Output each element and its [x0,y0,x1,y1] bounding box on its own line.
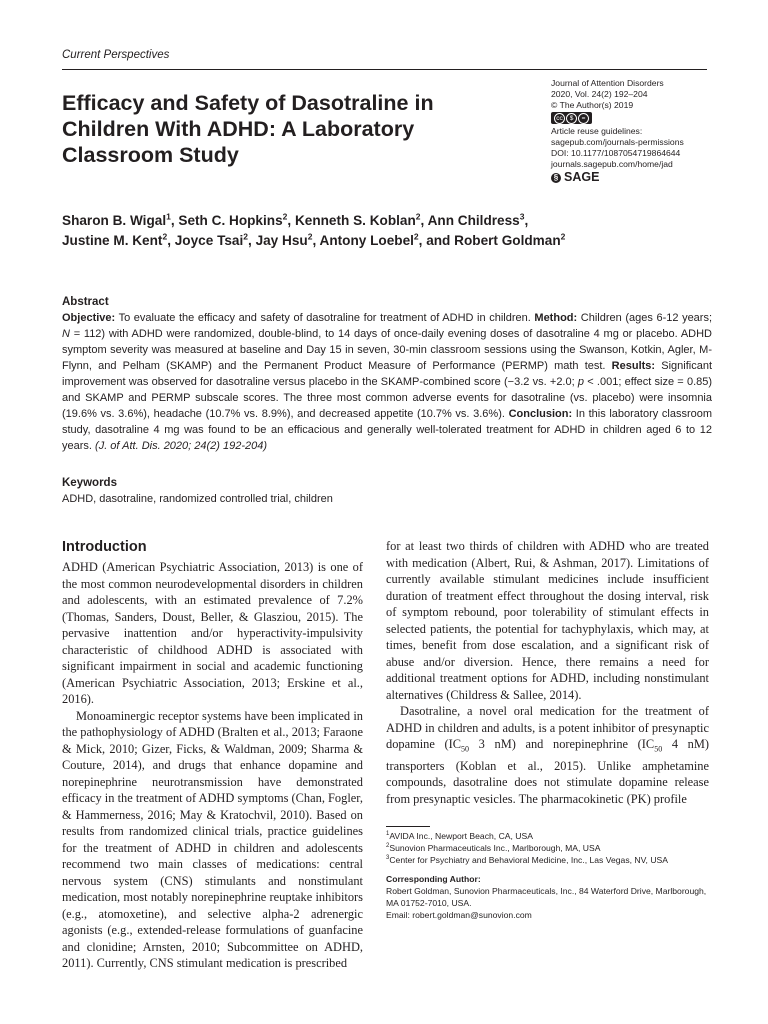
corresponding-author-address: Robert Goldman, Sunovion Pharmaceuticals, Inc., 84 Waterford Drive, Marlborough, MA 01752-7010, USA. [386,885,707,909]
results-text-cont: < .001; effect size = 0.85) and SKAMP and PERMP subscale scores. The three most common adverse events for dasotraline (vs. placebo) were insomnia (19.6% vs. 3.6%), headache (10.7% vs. 8.9%), and decreased appetite (10.7% vs. 3.6%). [62,376,713,420]
body-column-left [62,538,363,972]
author-name: Justine M. Kent [62,233,163,248]
cc-badge-text: cc [554,113,565,124]
body-paragraph: Monoaminergic receptor systems have been implicated in the pathophysiology of ADHD (Bralten et al., 2013; Faraone & Mick, 2010; Gizer, Ficks, & Waldman, 2009; Sharma & Couture, 2014), and drugs that enhance dopamine and norepinephrine neurotransmission have demonstrated efficacy in the treatment of ADHD symptoms (Chan, Fogler, & Hammerness, 2016; May & Kratochvil, 2010). Based on results from randomized clinical trials, practice guidelines for the treatment of ADHD in children and adolescents recommend two main classes of medications: central nervous system (CNS) stimulants and nonstimulant medication, most notably norepinephrine reuptake inhibitors (e.g., atomoxetine), and selective alpha-2 adrenergic agonists (e.g., extended-release formulations of guanfacine and clonidine; Arnsten, 2010; Subcommittee on ADHD, 2011). Currently, CNS stimulant medication is prescribed [62,708,363,970]
method-label: Method: [534,312,578,324]
doi[interactable]: DOI: 10.1177/1087054719864644 [551,148,681,158]
affiliation-number: 2 [386,843,390,850]
affiliation-text: AVIDA Inc., Newport Beach, CA, USA [389,831,533,841]
body-text: 4 nM) transporters (Koblan et al., 2015). Unlike amphetamine compounds, dasotraline does not stimulate dopamine release from presynaptic vesicles. The pharmacokinetic (PK) profile [386,737,710,806]
publisher-logo [551,172,711,183]
affiliation-number: 1 [386,831,390,838]
keywords [62,475,712,507]
objective-text: To evaluate the efficacy and safety of dasotraline for treatment of ADHD in children. [118,312,531,324]
affiliation-marker: 3 [519,211,525,222]
objective-label: Objective: [62,312,116,324]
abstract-citation: (J. of Att. Dis. 2020; 24(2) 192-204) [95,440,268,452]
footnote-divider [386,826,430,827]
ic50-subscript: 50 [461,744,470,754]
author-list [62,211,662,251]
corresponding-author-heading: Corresponding Author: [386,873,481,884]
journal-name: Journal of Attention Disorders [551,78,664,88]
reuse-label: Article reuse guidelines: [551,126,643,136]
body-paragraph [386,703,709,807]
author-separator: , [167,233,175,248]
affiliation-list [386,830,709,867]
ic50-subscript: 50 [654,744,663,754]
author-name: Sharon B. Wigal [62,213,167,228]
affiliation-footnote [386,842,709,854]
abstract-heading: Abstract [62,296,109,308]
copyright: © The Author(s) 2019 [551,100,634,110]
article-title: Efficacy and Safety of Dasotraline in Children With ADHD: A Laboratory Classroom Study [62,91,434,167]
header-divider [62,69,707,70]
affiliation-marker: 2 [282,211,288,222]
abstract-body [62,310,712,454]
author-separator: , [287,213,295,228]
affiliation-marker: 2 [243,231,248,242]
affiliation-marker: 2 [162,231,168,242]
affiliation-marker: 2 [413,231,419,242]
body-paragraph: ADHD (American Psychiatric Association, 2013) is one of the most common neurodevelopmental disorders in children and adolescents, with an estimated prevalence of 7.2% (Thomas, Sanders, Doust, Beller, & Glasziou, 2015). The pervasive inattention and/or hyperactivity-impulsivity characteristic of childhood ADHD is associated with significant impairment in social and academic functioning (American Psychiatric Association, 2013; Erskine et al., 2016). [62,560,363,706]
affiliation-marker: 2 [415,211,421,222]
sample-size-symbol: N [62,328,70,340]
journal-volume: 2020, Vol. 24(2) 192–204 [551,89,648,99]
method-text: Children (ages 6-12 years; [580,312,713,324]
keywords-text: ADHD, dasotraline, randomized controlled trial, children [62,493,333,505]
conclusion-label: Conclusion: [508,408,573,420]
body-text: 3 nM) and norepinephrine (IC [469,737,655,751]
body-text: Dasotraline, a novel oral medication for the treatment of ADHD in children and adults, is a potent inhibitor of presynaptic dopamine (IC [386,704,709,751]
journal-meta [551,78,711,183]
author-name: Kenneth S. Koblan [294,213,416,228]
author-separator: , [170,213,179,228]
author-name: Joyce Tsai [174,233,244,248]
journal-url[interactable]: journals.sagepub.com/home/jad [551,159,673,169]
nd-icon: = [578,113,589,124]
author-name: Seth C. Hopkins [178,213,283,228]
author-separator: , and [418,233,455,248]
method-text-cont: = 112) with ADHD were randomized, double-blind, to 14 days of once-daily evening doses of dasotraline 4 mg or placebo. ADHD symptom severity was measured at baseline and Day 15 in seven, 30-min classroom sessions using the Swanson, Kotkin, Agler, M-Flynn, and Pelham (SKAMP) and the Permanent Product Measure of Performance (PERMP) math test. [62,328,712,372]
keywords-heading: Keywords [62,477,117,489]
reuse-link[interactable]: sagepub.com/journals-permissions [551,137,684,147]
author-separator: , [248,233,256,248]
affiliation-number: 3 [386,855,390,862]
author-name: Antony Loebel [319,233,414,248]
sage-icon: § [551,173,561,183]
p-value-symbol: p [577,376,585,388]
author-separator: , [524,213,529,228]
body-paragraph: for at least two thirds of children with ADHD who are treated with medication (Albert, Rui, & Ashman, 2017). Limitations of currently available stimulant medicines include insufficient duration of treatment effect throughout the dosing interval, risk of symptom rebound, poor tolerability of stimulant effects in selected patients, the potential for tachyphylaxis, which may, at times, benefit from dose escalation, and a significant risk of abuse and/or diversion. Hence, there remains a need for additional treatment options for ADHD, including nonstimulant alternatives (Childress & Sallee, 2014). [386,539,709,702]
conclusion-text: In this laboratory classroom study, dasotraline 4 mg was found to be an efficacious and generally well-tolerated treatment for ADHD in children aged 6 to 12 years. [62,408,713,452]
affiliation-footnote [386,854,709,866]
footnotes [386,826,709,921]
author-separator: , [312,233,320,248]
body-column-right [386,538,709,807]
author-name: Ann Childress [427,213,520,228]
affiliation-text: Sunovion Pharmaceuticals Inc., Marlborough, MA, USA [389,843,601,854]
affiliation-marker: 1 [166,211,171,222]
section-label: Current Perspectives [62,49,170,61]
results-label: Results: [611,360,656,372]
affiliation-footnote [386,830,709,842]
by-nc-icon: $ [566,113,577,124]
creative-commons-icon[interactable] [551,112,592,124]
abstract [62,294,712,454]
affiliation-marker: 2 [560,231,566,242]
affiliation-text: Center for Psychiatry and Behavioral Medicine, Inc., Las Vegas, NV, USA [389,855,668,866]
affiliation-marker: 2 [307,231,313,242]
introduction-heading: Introduction [62,539,147,555]
author-name: Robert Goldman [454,233,561,248]
corresponding-author-email[interactable]: Email: robert.goldman@sunovion.com [386,910,532,921]
author-separator: , [420,213,428,228]
author-name: Jay Hsu [255,233,308,248]
results-text: Significant improvement was observed for dasotraline versus placebo in the SKAMP-combined score (−3.2 vs. +2.0; [62,360,713,388]
publisher-name: SAGE [564,170,600,184]
